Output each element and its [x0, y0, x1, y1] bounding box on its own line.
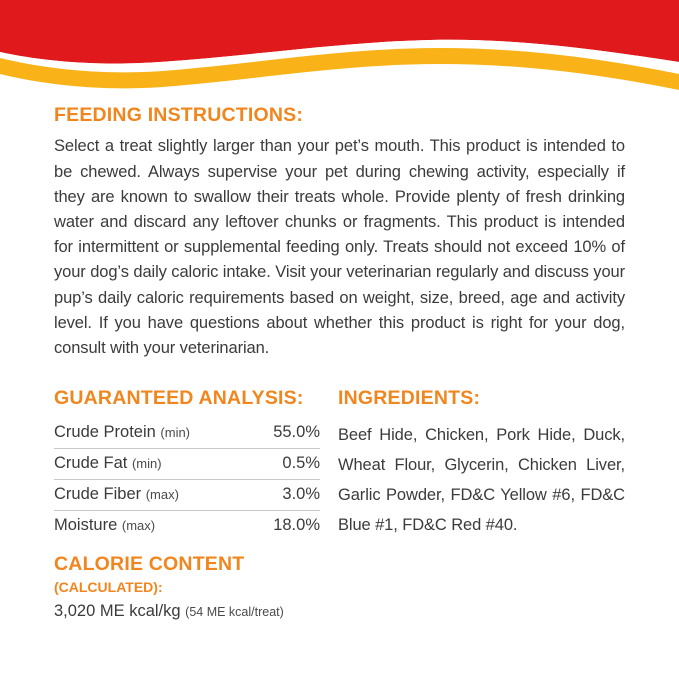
nutrient-label: Crude Fiber: [54, 484, 142, 503]
nutrient-value-cell: 18.0%: [273, 515, 320, 534]
left-column: [54, 387, 334, 620]
calorie-content-title: CALORIE CONTENT: [54, 552, 245, 575]
table-row: [54, 418, 320, 449]
nutrient-label: Crude Fat: [54, 453, 128, 472]
nutrient-qualifier: (min): [131, 455, 162, 471]
ingredients-heading: INGREDIENTS:: [338, 387, 481, 410]
ingredients-text: Beef Hide, Chicken, Pork Hide, Duck, Wheat Flour, Glycerin, Chicken Liver, Garlic Powder, FD&C Yellow #6, FD&C Blue #1, FD&C Red #40.: [338, 425, 625, 534]
nutrient-name-cell: [54, 448, 252, 479]
nutrient-qualifier: (min): [160, 424, 191, 440]
nutrient-label: Crude Protein: [54, 422, 156, 441]
nutrient-name-cell: [54, 479, 252, 510]
nutrient-qualifier: (max): [145, 486, 179, 502]
table-row: [54, 448, 320, 479]
guaranteed-analysis-heading: GUARANTEED ANALYSIS:: [54, 387, 304, 410]
right-column: [334, 387, 625, 620]
nutrient-name-cell: [54, 510, 252, 541]
calorie-kcal-per-treat: (54 ME kcal/treat): [185, 604, 284, 619]
calorie-content-heading: [54, 553, 316, 598]
lower-columns: [54, 387, 625, 620]
nutrient-value-cell: 0.5%: [252, 448, 320, 479]
nutrient-label: Moisture: [54, 515, 118, 534]
banner-swoosh-graphic: [0, 0, 679, 96]
table-row: [54, 479, 320, 510]
decorative-banner: [0, 0, 679, 96]
table-row: [54, 510, 320, 541]
nutrient-name-cell: [54, 418, 252, 449]
guaranteed-analysis-table: [54, 418, 320, 541]
calorie-content-value: [54, 602, 316, 621]
nutrient-value-cell: 55.0%: [252, 418, 320, 449]
nutrient-value-cell: 3.0%: [252, 479, 320, 510]
calorie-content-note: (CALCULATED):: [54, 579, 163, 596]
feeding-instructions-text: Select a treat slightly larger than your pet’s mouth. This product is intended to be chewed. Always supervise your pet during chewing activity, especially if they are known to swallow their treats whole. Provide plenty of fresh drinking water and discard any leftover chunks or fragments. This product is intended for intermittent or supplemental feeding only. Treats should not exceed 10% of your dog’s daily caloric intake. Visit your veterinarian regularly and discuss your pup’s daily caloric requirements based on weight, size, breed, age and activity level. If you have questions about whether this product is right for your dog, consult with your veterinarian.: [54, 137, 625, 358]
calorie-kcal-per-kg: 3,020 ME kcal/kg: [54, 601, 181, 620]
label-content: [0, 104, 679, 621]
feeding-instructions-heading: FEEDING INSTRUCTIONS:: [54, 104, 304, 126]
nutrient-qualifier: (max): [121, 517, 156, 533]
